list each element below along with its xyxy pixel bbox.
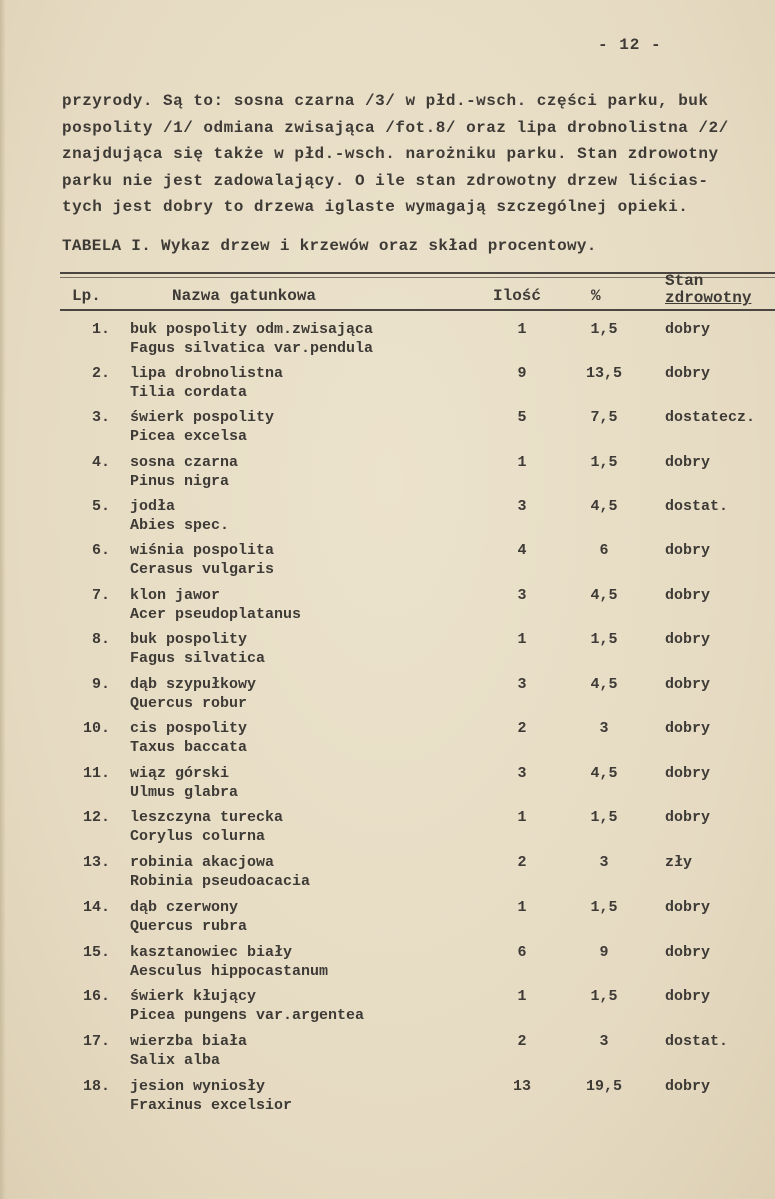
cell-quantity: 5 — [517, 409, 527, 426]
cell-species — [130, 764, 238, 802]
cell-lp: 4. — [91, 454, 110, 471]
cell-quantity: 2 — [517, 1033, 527, 1050]
latin-name: Acer pseudoplatanus — [130, 606, 302, 623]
table-row — [0, 453, 775, 497]
cell-percent: 1,5 — [590, 988, 618, 1005]
polish-name: świerk kłujący — [130, 988, 257, 1005]
cell-percent: 3 — [599, 854, 609, 871]
cell-species — [130, 320, 373, 358]
latin-name: Cerasus vulgaris — [130, 561, 275, 578]
polish-name: wiąz górski — [130, 765, 230, 782]
latin-name: Salix alba — [130, 1052, 221, 1069]
cell-health-status: zły — [665, 854, 693, 871]
cell-quantity: 2 — [517, 720, 527, 737]
cell-percent: 13,5 — [585, 365, 622, 382]
table-row — [0, 408, 775, 452]
cell-species — [130, 497, 229, 535]
polish-name: robinia akacjowa — [130, 854, 275, 871]
header-health-status-line2: zdrowotny — [665, 289, 752, 307]
cell-quantity: 3 — [517, 498, 527, 515]
cell-species — [130, 987, 364, 1025]
cell-lp: 10. — [82, 720, 110, 737]
cell-quantity: 1 — [517, 631, 527, 648]
latin-name: Ulmus glabra — [130, 784, 239, 801]
cell-quantity: 1 — [517, 899, 527, 916]
cell-percent: 9 — [599, 944, 609, 961]
cell-lp: 17. — [82, 1033, 110, 1050]
polish-name: jodła — [130, 498, 176, 515]
cell-health-status: dobry — [665, 720, 711, 737]
table-row — [0, 1077, 775, 1121]
table-row — [0, 808, 775, 852]
header-lp: Lp. — [72, 287, 101, 305]
cell-percent: 1,5 — [590, 899, 618, 916]
cell-lp: 3. — [91, 409, 110, 426]
latin-name: Taxus baccata — [130, 739, 248, 756]
cell-health-status: dostatecz. — [665, 409, 756, 426]
latin-name: Quercus rubra — [130, 918, 248, 935]
cell-health-status: dobry — [665, 631, 711, 648]
table-row — [0, 898, 775, 942]
table-header-rule — [60, 309, 775, 311]
cell-quantity: 13 — [512, 1078, 531, 1095]
body-paragraph — [62, 88, 767, 221]
table-row — [0, 719, 775, 763]
table-row — [0, 497, 775, 541]
cell-quantity: 6 — [517, 944, 527, 961]
cell-species — [130, 675, 256, 713]
header-species-name: Nazwa gatunkowa — [172, 287, 317, 305]
polish-name: buk pospolity odm.zwisająca — [130, 321, 374, 338]
cell-percent: 3 — [599, 1033, 609, 1050]
cell-lp: 8. — [91, 631, 110, 648]
table-row — [0, 987, 775, 1031]
cell-health-status: dobry — [665, 765, 711, 782]
cell-lp: 1. — [91, 321, 110, 338]
table-row — [0, 541, 775, 585]
cell-species — [130, 364, 283, 402]
latin-name: Robinia pseudoacacia — [130, 873, 311, 890]
cell-species — [130, 408, 274, 446]
cell-percent: 4,5 — [590, 765, 618, 782]
cell-percent: 4,5 — [590, 676, 618, 693]
cell-species — [130, 943, 328, 981]
cell-health-status: dostat. — [665, 498, 729, 515]
cell-lp: 12. — [82, 809, 110, 826]
polish-name: dąb szypułkowy — [130, 676, 257, 693]
cell-quantity: 3 — [517, 587, 527, 604]
table-row — [0, 586, 775, 630]
paragraph-line: parku nie jest zadowalający. O ile stan zdrowotny drzew liścias- — [62, 171, 709, 190]
header-health-status — [665, 273, 751, 307]
cell-species — [130, 541, 274, 579]
header-quantity: Ilość — [493, 287, 542, 305]
cell-species — [130, 630, 265, 668]
polish-name: wierzba biała — [130, 1033, 248, 1050]
cell-percent: 1,5 — [590, 321, 618, 338]
cell-lp: 5. — [91, 498, 110, 515]
polish-name: lipa drobnolistna — [130, 365, 284, 382]
polish-name: kasztanowiec biały — [130, 944, 293, 961]
cell-quantity: 4 — [517, 542, 527, 559]
latin-name: Picea excelsa — [130, 428, 248, 445]
table-row — [0, 630, 775, 674]
latin-name: Fagus silvatica var.pendula — [130, 340, 374, 357]
page-number: - 12 - — [598, 36, 662, 54]
table-caption: TABELA I. Wykaz drzew i krzewów oraz skład procentowy. — [62, 237, 597, 255]
paragraph-line: pospolity /1/ odmiana zwisająca /fot.8/ oraz lipa drobnolistna /2/ — [62, 118, 729, 137]
polish-name: cis pospolity — [130, 720, 248, 737]
cell-species — [130, 453, 238, 491]
cell-quantity: 3 — [517, 676, 527, 693]
table-row — [0, 943, 775, 987]
cell-species — [130, 1032, 247, 1070]
cell-quantity: 1 — [517, 809, 527, 826]
polish-name: jesion wyniosły — [130, 1078, 266, 1095]
cell-species — [130, 853, 310, 891]
cell-quantity: 1 — [517, 321, 527, 338]
cell-species — [130, 808, 283, 846]
cell-lp: 2. — [91, 365, 110, 382]
cell-health-status: dobry — [665, 899, 711, 916]
header-health-status-line1: Stan — [665, 272, 704, 290]
cell-lp: 9. — [91, 676, 110, 693]
table-row — [0, 364, 775, 408]
table-row — [0, 1032, 775, 1076]
table-row — [0, 853, 775, 897]
cell-species — [130, 1077, 292, 1115]
latin-name: Pinus nigra — [130, 473, 230, 490]
cell-quantity: 1 — [517, 454, 527, 471]
latin-name: Abies spec. — [130, 517, 230, 534]
cell-percent: 6 — [599, 542, 609, 559]
cell-quantity: 1 — [517, 988, 527, 1005]
cell-species — [130, 898, 247, 936]
cell-health-status: dobry — [665, 1078, 711, 1095]
cell-quantity: 2 — [517, 854, 527, 871]
polish-name: świerk pospolity — [130, 409, 275, 426]
paragraph-line: przyrody. Są to: sosna czarna /3/ w płd.-wsch. części parku, buk — [62, 92, 709, 110]
cell-lp: 7. — [91, 587, 110, 604]
cell-health-status: dobry — [665, 454, 711, 471]
table-row — [0, 675, 775, 719]
latin-name: Fraxinus excelsior — [130, 1097, 293, 1114]
latin-name: Picea pungens var.argentea — [130, 1007, 365, 1024]
cell-health-status: dobry — [665, 321, 711, 338]
cell-quantity: 3 — [517, 765, 527, 782]
cell-health-status: dobry — [665, 587, 711, 604]
cell-health-status: dobry — [665, 542, 711, 559]
paragraph-line: znajdująca się także w płd.-wsch. narożniku parku. Stan zdrowotny — [62, 145, 719, 163]
polish-name: wiśnia pospolita — [130, 542, 275, 559]
cell-percent: 1,5 — [590, 631, 618, 648]
header-percent: % — [591, 287, 601, 305]
cell-health-status: dobry — [665, 988, 711, 1005]
cell-percent: 19,5 — [585, 1078, 622, 1095]
cell-health-status: dobry — [665, 676, 711, 693]
cell-percent: 3 — [599, 720, 609, 737]
cell-health-status: dobry — [665, 944, 711, 961]
table-row — [0, 764, 775, 808]
cell-percent: 4,5 — [590, 498, 618, 515]
cell-quantity: 9 — [517, 365, 527, 382]
polish-name: klon jawor — [130, 587, 221, 604]
latin-name: Fagus silvatica — [130, 650, 266, 667]
cell-health-status: dobry — [665, 365, 711, 382]
cell-lp: 6. — [91, 542, 110, 559]
polish-name: leszczyna turecka — [130, 809, 284, 826]
cell-health-status: dobry — [665, 809, 711, 826]
paragraph-line: tych jest dobry to drzewa iglaste wymagają szczególnej opieki. — [62, 198, 689, 216]
cell-percent: 7,5 — [590, 409, 618, 426]
polish-name: buk pospolity — [130, 631, 248, 648]
cell-percent: 1,5 — [590, 809, 618, 826]
latin-name: Corylus colurna — [130, 828, 266, 845]
latin-name: Aesculus hippocastanum — [130, 963, 329, 980]
latin-name: Tilia cordata — [130, 384, 248, 401]
polish-name: dąb czerwony — [130, 899, 239, 916]
polish-name: sosna czarna — [130, 454, 239, 471]
cell-species — [130, 719, 247, 757]
cell-lp: 16. — [82, 988, 110, 1005]
cell-lp: 13. — [82, 854, 110, 871]
cell-lp: 15. — [82, 944, 110, 961]
cell-percent: 1,5 — [590, 454, 618, 471]
cell-percent: 4,5 — [590, 587, 618, 604]
cell-health-status: dostat. — [665, 1033, 729, 1050]
cell-lp: 14. — [82, 899, 110, 916]
cell-lp: 18. — [82, 1078, 110, 1095]
latin-name: Quercus robur — [130, 695, 248, 712]
cell-lp: 11. — [82, 765, 110, 782]
cell-species — [130, 586, 301, 624]
table-row — [0, 320, 775, 364]
